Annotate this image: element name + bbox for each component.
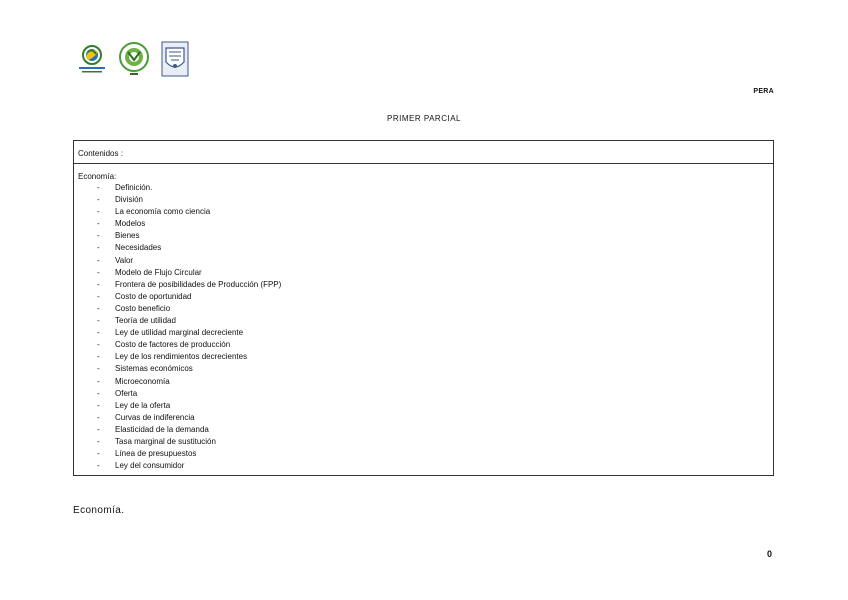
list-item: - Bienes — [78, 230, 769, 242]
institution-logo-1 — [79, 46, 105, 73]
list-item: - Microeconomía — [78, 376, 769, 388]
list-item: - Tasa marginal de sustitución — [78, 436, 769, 448]
institution-logo-3 — [162, 42, 188, 76]
contents-body — [74, 164, 773, 472]
contents-header: Contenidos : — [74, 141, 773, 164]
page-number: 0 — [766, 549, 772, 559]
list-item: - Modelo de Flujo Circular — [78, 267, 769, 279]
section-heading: Economía. — [73, 505, 125, 516]
institution-logos — [76, 40, 192, 80]
institution-logo-2 — [120, 43, 148, 75]
list-item: - Ley de la oferta — [78, 400, 769, 412]
list-item: - Teoría de utilidad — [78, 315, 769, 327]
list-item: - Costo de oportunidad — [78, 291, 769, 303]
section-title: Economía: — [78, 172, 117, 181]
list-item: - Modelos — [78, 218, 769, 230]
list-item: - Sistemas económicos — [78, 363, 769, 375]
list-item: - Ley de utilidad marginal decreciente — [78, 327, 769, 339]
list-item: - División — [78, 194, 769, 206]
list-item: - Necesidades — [78, 242, 769, 254]
list-item: - Curvas de indiferencia — [78, 412, 769, 424]
list-item: - Ley de los rendimientos decrecientes — [78, 351, 769, 363]
list-item: - Valor — [78, 255, 769, 267]
list-item: - Oferta — [78, 388, 769, 400]
list-item: - Costo beneficio — [78, 303, 769, 315]
contents-table — [73, 140, 774, 476]
list-item: - Frontera de posibilidades de Producción (FPP) — [78, 279, 769, 291]
page-title: PRIMER PARCIAL — [387, 114, 461, 123]
list-item: - La economía como ciencia — [78, 206, 769, 218]
list-item: - Elasticidad de la demanda — [78, 424, 769, 436]
topics-list — [78, 182, 769, 472]
document-code: PERA — [753, 88, 774, 95]
list-item: - Ley del consumidor — [78, 460, 769, 472]
list-item: - Costo de factores de producción — [78, 339, 769, 351]
list-item: - Definición. — [78, 182, 769, 194]
list-item: - Línea de presupuestos — [78, 448, 769, 460]
